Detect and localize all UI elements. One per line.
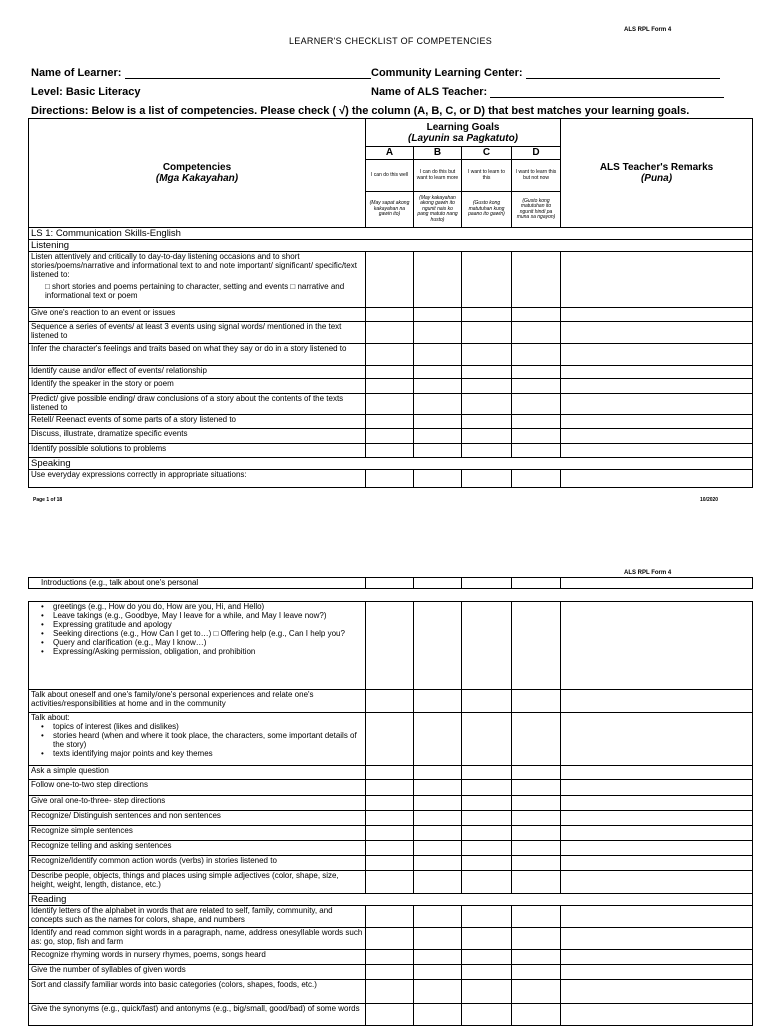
check-d[interactable] xyxy=(512,796,561,811)
check-d[interactable] xyxy=(512,394,561,415)
competency-row xyxy=(29,252,366,308)
learner-name-line xyxy=(31,67,371,79)
competency-row: Give oral one-to-three- step directions xyxy=(29,796,366,811)
blank-gap xyxy=(29,589,753,602)
bullet-item: • Expressing/Asking permission, obligation, and prohibition xyxy=(53,647,363,656)
learning-goals-sublabel: (Layunin sa Pagkatuto) xyxy=(408,132,519,144)
competency-row: Describe people, objects, things and places using simple adjectives (color, shape, size, height, weight, length, distance, etc.) xyxy=(29,871,366,894)
check-a[interactable] xyxy=(366,415,414,429)
check-d[interactable] xyxy=(512,811,561,826)
learner-name-field[interactable] xyxy=(125,68,371,79)
check-d[interactable] xyxy=(512,366,561,379)
directions: Directions: Below is a list of competencies. Please check ( √) the column (A, B, C, or D) that best matches your learning goals. xyxy=(31,105,690,117)
check-c[interactable] xyxy=(462,690,512,713)
remarks-cell[interactable] xyxy=(561,252,753,308)
check-d[interactable] xyxy=(512,826,561,841)
col-b-letter: B xyxy=(414,147,462,160)
check-a[interactable] xyxy=(366,444,414,458)
check-b[interactable] xyxy=(414,811,462,826)
remarks-cell[interactable] xyxy=(561,379,753,394)
check-c[interactable] xyxy=(462,811,512,826)
check-b[interactable] xyxy=(414,344,462,366)
check-a[interactable] xyxy=(366,690,414,713)
remarks-cell[interactable] xyxy=(561,780,753,796)
section-speaking: Speaking xyxy=(29,458,753,470)
check-a[interactable] xyxy=(366,766,414,780)
bullet-item: • topics of interest (likes and dislikes) xyxy=(53,722,363,731)
remarks-header xyxy=(561,119,753,228)
remarks-cell[interactable] xyxy=(561,950,753,965)
check-b[interactable] xyxy=(414,602,462,690)
check-a[interactable] xyxy=(366,602,414,690)
competencies-header xyxy=(29,119,366,228)
check-a[interactable] xyxy=(366,470,414,488)
check-d[interactable] xyxy=(512,766,561,780)
check-d[interactable] xyxy=(512,906,561,928)
competency-row: Give the synonyms (e.g., quick/fast) and antonyms (e.g., big/small, good/bad) of some words xyxy=(29,1004,366,1026)
remarks-cell[interactable] xyxy=(561,980,753,1004)
competency-row: Introductions (e.g., talk about one's personal xyxy=(29,578,366,589)
competency-row: Recognize telling and asking sentences xyxy=(29,841,366,856)
competency-subitems: □ short stories and poems pertaining to character, setting and events □ narrative and informational text or poem xyxy=(45,282,345,300)
remarks-cell[interactable] xyxy=(561,871,753,894)
learner-name-label: Name of Learner: xyxy=(31,67,122,79)
talk-about-bullets xyxy=(31,722,363,758)
competency-row: Recognize/ Distinguish sentences and non sentences xyxy=(29,811,366,826)
check-d[interactable] xyxy=(512,871,561,894)
remarks-cell[interactable] xyxy=(561,322,753,344)
check-a[interactable] xyxy=(366,429,414,444)
check-b[interactable] xyxy=(414,856,462,871)
check-b[interactable] xyxy=(414,780,462,796)
remarks-cell[interactable] xyxy=(561,578,753,589)
competency-row: Discuss, illustrate, dramatize specific events xyxy=(29,429,366,444)
remarks-cell[interactable] xyxy=(561,906,753,928)
check-b[interactable] xyxy=(414,394,462,415)
check-d[interactable] xyxy=(512,713,561,766)
bullet-item: • greetings (e.g., How do you do, How are you, Hi, and Hello) xyxy=(53,602,363,611)
clc-label: Community Learning Center: xyxy=(371,67,523,79)
col-c-desc: I want to learn to this xyxy=(462,160,512,192)
check-c[interactable] xyxy=(462,796,512,811)
bullet-item: • texts identifying major points and key themes xyxy=(53,749,363,758)
competency-row: Sequence a series of events/ at least 3 events using signal words/ mentioned in the text listened to xyxy=(29,322,366,344)
check-d[interactable] xyxy=(512,928,561,950)
check-a[interactable] xyxy=(366,841,414,856)
page-number: Page 1 of 18 xyxy=(33,497,63,503)
check-a[interactable] xyxy=(366,965,414,980)
check-a[interactable] xyxy=(366,906,414,928)
check-c[interactable] xyxy=(462,429,512,444)
competency-row: Infer the character's feelings and traits based on what they say or do in a story listened to xyxy=(29,344,366,366)
check-b[interactable] xyxy=(414,690,462,713)
remarks-cell[interactable] xyxy=(561,928,753,950)
remarks-cell[interactable] xyxy=(561,766,753,780)
check-c[interactable] xyxy=(462,252,512,308)
check-c[interactable] xyxy=(462,379,512,394)
check-c[interactable] xyxy=(462,602,512,690)
check-c[interactable] xyxy=(462,415,512,429)
check-a[interactable] xyxy=(366,856,414,871)
competency-row: Talk about oneself and one's family/one's personal experiences and relate one's activities/responsibilities at home and in the community xyxy=(29,690,366,713)
check-b[interactable] xyxy=(414,444,462,458)
col-d-letter: D xyxy=(512,147,561,160)
col-d-desc-fil: (Gusto kong matutuhan ito ngunit hindi pa muna sa ngayon) xyxy=(512,192,561,228)
check-d[interactable] xyxy=(512,252,561,308)
check-c[interactable] xyxy=(462,871,512,894)
competency-row: Identify and read common sight words in a paragraph, name, address onesyllable words such as: go, stop, fish and farm xyxy=(29,928,366,950)
check-b[interactable] xyxy=(414,308,462,322)
check-b[interactable] xyxy=(414,871,462,894)
col-a-desc: I can do this well xyxy=(366,160,414,192)
remarks-cell[interactable] xyxy=(561,344,753,366)
remarks-cell[interactable] xyxy=(561,713,753,766)
col-b-desc-fil: (May kakayahan akong gawin ito ngunit nais ko pang matuto nang husto) xyxy=(414,192,462,228)
check-b[interactable] xyxy=(414,713,462,766)
check-a[interactable] xyxy=(366,796,414,811)
remarks-cell[interactable] xyxy=(561,602,753,690)
remarks-cell[interactable] xyxy=(561,415,753,429)
check-b[interactable] xyxy=(414,1004,462,1026)
clc-field[interactable] xyxy=(526,68,720,79)
check-b[interactable] xyxy=(414,366,462,379)
remarks-cell[interactable] xyxy=(561,690,753,713)
check-d[interactable] xyxy=(512,856,561,871)
col-c-letter: C xyxy=(462,147,512,160)
competency-row: Give the number of syllables of given words xyxy=(29,965,366,980)
remarks-cell[interactable] xyxy=(561,826,753,841)
check-c[interactable] xyxy=(462,322,512,344)
check-a[interactable] xyxy=(366,826,414,841)
footer-date: 10/2020 xyxy=(700,497,719,503)
competencies-label: Competencies xyxy=(162,162,232,173)
bullet-item: • Leave takings (e.g., Goodbye, May I leave for a while, and May I leave now?) xyxy=(53,611,363,620)
teacher-label: Name of ALS Teacher: xyxy=(371,86,488,98)
check-b[interactable] xyxy=(414,429,462,444)
check-b[interactable] xyxy=(414,906,462,928)
check-c[interactable] xyxy=(462,578,512,589)
check-c[interactable] xyxy=(462,444,512,458)
check-d[interactable] xyxy=(512,578,561,589)
check-b[interactable] xyxy=(414,980,462,1004)
check-d[interactable] xyxy=(512,322,561,344)
col-b-desc: I can do this but want to learn more xyxy=(414,160,462,192)
check-d[interactable] xyxy=(512,980,561,1004)
check-b[interactable] xyxy=(414,470,462,488)
competency-row: Identify letters of the alphabet in words that are related to self, family, community, and concepts such as the names for colors, shape, and numbers xyxy=(29,906,366,928)
teacher-line xyxy=(371,86,724,98)
col-d-desc: I want to learn this but not now xyxy=(512,160,561,192)
check-a[interactable] xyxy=(366,713,414,766)
section-ls1: LS 1: Communication Skills-English xyxy=(29,228,753,240)
teacher-field[interactable] xyxy=(490,87,724,98)
check-c[interactable] xyxy=(462,980,512,1004)
check-c[interactable] xyxy=(462,826,512,841)
check-c[interactable] xyxy=(462,780,512,796)
check-b[interactable] xyxy=(414,379,462,394)
check-b[interactable] xyxy=(414,322,462,344)
col-a-desc-fil: (May sapat akong kakayahan na gawin ito) xyxy=(366,192,414,228)
check-b[interactable] xyxy=(414,950,462,965)
check-d[interactable] xyxy=(512,841,561,856)
remarks-cell[interactable] xyxy=(561,1004,753,1026)
check-c[interactable] xyxy=(462,308,512,322)
check-d[interactable] xyxy=(512,444,561,458)
expression-bullets xyxy=(31,602,363,656)
remarks-cell[interactable] xyxy=(561,444,753,458)
remarks-cell[interactable] xyxy=(561,470,753,488)
check-c[interactable] xyxy=(462,470,512,488)
check-b[interactable] xyxy=(414,766,462,780)
remarks-cell[interactable] xyxy=(561,394,753,415)
check-d[interactable] xyxy=(512,415,561,429)
check-c[interactable] xyxy=(462,841,512,856)
learning-goals-header xyxy=(366,119,561,147)
check-c[interactable] xyxy=(462,856,512,871)
remarks-cell[interactable] xyxy=(561,429,753,444)
competency-row xyxy=(29,713,366,766)
col-c-desc-fil: (Gusto kong matutuhan kung paano ito gawin) xyxy=(462,192,512,228)
check-d[interactable] xyxy=(512,602,561,690)
remarks-cell[interactable] xyxy=(561,811,753,826)
check-c[interactable] xyxy=(462,394,512,415)
bullet-item: • stories heard (when and where it took place, the characters, some important details of the story) xyxy=(53,731,363,749)
check-c[interactable] xyxy=(462,366,512,379)
check-a[interactable] xyxy=(366,928,414,950)
bullet-item: • Query and clarification (e.g., May I know…) xyxy=(53,638,363,647)
competency-row: Recognize rhyming words in nursery rhymes, poems, songs heard xyxy=(29,950,366,965)
talk-about-label: Talk about: xyxy=(31,713,70,722)
remarks-cell[interactable] xyxy=(561,965,753,980)
check-b[interactable] xyxy=(414,252,462,308)
check-b[interactable] xyxy=(414,928,462,950)
check-d[interactable] xyxy=(512,470,561,488)
check-c[interactable] xyxy=(462,713,512,766)
check-c[interactable] xyxy=(462,1004,512,1026)
check-c[interactable] xyxy=(462,344,512,366)
form-number: ALS RPL Form 4 xyxy=(624,27,672,33)
competency-row: Identify possible solutions to problems xyxy=(29,444,366,458)
check-a[interactable] xyxy=(366,394,414,415)
check-c[interactable] xyxy=(462,950,512,965)
remarks-cell[interactable] xyxy=(561,841,753,856)
remarks-cell[interactable] xyxy=(561,366,753,379)
check-d[interactable] xyxy=(512,379,561,394)
check-b[interactable] xyxy=(414,826,462,841)
bullet-item: • Expressing gratitude and apology xyxy=(53,620,363,629)
check-d[interactable] xyxy=(512,1004,561,1026)
check-d[interactable] xyxy=(512,429,561,444)
competency-row: Recognize simple sentences xyxy=(29,826,366,841)
form-number: ALS RPL Form 4 xyxy=(624,570,672,576)
check-d[interactable] xyxy=(512,690,561,713)
level-label: Level: Basic Literacy xyxy=(31,86,141,98)
check-a[interactable] xyxy=(366,950,414,965)
competency-row: Recognize/Identify common action words (verbs) in stories listened to xyxy=(29,856,366,871)
remarks-cell[interactable] xyxy=(561,796,753,811)
remarks-cell[interactable] xyxy=(561,308,753,322)
competencies-sublabel: (Mga Kakayahan) xyxy=(155,173,239,184)
competency-row: Predict/ give possible ending/ draw conclusions of a story about the contents of the texts listened to xyxy=(29,394,366,415)
check-a[interactable] xyxy=(366,1004,414,1026)
check-a[interactable] xyxy=(366,578,414,589)
check-a[interactable] xyxy=(366,980,414,1004)
check-d[interactable] xyxy=(512,965,561,980)
check-c[interactable] xyxy=(462,965,512,980)
clc-line xyxy=(371,67,720,79)
col-a-letter: A xyxy=(366,147,414,160)
competency-table-page2 xyxy=(28,577,753,1026)
remarks-cell[interactable] xyxy=(561,856,753,871)
check-b[interactable] xyxy=(414,796,462,811)
check-a[interactable] xyxy=(366,366,414,379)
check-b[interactable] xyxy=(414,965,462,980)
check-c[interactable] xyxy=(462,766,512,780)
check-a[interactable] xyxy=(366,252,414,308)
check-d[interactable] xyxy=(512,780,561,796)
check-a[interactable] xyxy=(366,344,414,366)
section-listening: Listening xyxy=(29,240,753,252)
remarks-label: ALS Teacher's Remarks xyxy=(599,162,714,173)
competency-row: Identify the speaker in the story or poem xyxy=(29,379,366,394)
check-a[interactable] xyxy=(366,780,414,796)
learning-goals-label: Learning Goals xyxy=(426,121,500,133)
check-b[interactable] xyxy=(414,578,462,589)
page-title: LEARNER'S CHECKLIST OF COMPETENCIES xyxy=(289,36,493,46)
remarks-sublabel: (Puna) xyxy=(640,173,673,184)
check-a[interactable] xyxy=(366,322,414,344)
check-a[interactable] xyxy=(366,308,414,322)
competency-text: Listen attentively and critically to day-to-day listening occasions and to short stories/poems/narrative and informational text to and note important/ significant/ specific/text listened to: xyxy=(31,252,357,279)
competency-row xyxy=(29,602,366,690)
bullet-item: • Seeking directions (e.g., How Can I get to…) □ Offering help (e.g., Can I help you? xyxy=(53,629,363,638)
check-b[interactable] xyxy=(414,841,462,856)
competency-row: Sort and classify familiar words into basic categories (colors, shapes, foods, etc.) xyxy=(29,980,366,1004)
competency-row: Retell/ Reenact events of some parts of a story listened to xyxy=(29,415,366,429)
competency-table-page1 xyxy=(28,118,753,488)
check-d[interactable] xyxy=(512,308,561,322)
check-a[interactable] xyxy=(366,379,414,394)
check-d[interactable] xyxy=(512,344,561,366)
check-a[interactable] xyxy=(366,871,414,894)
section-reading: Reading xyxy=(29,894,753,906)
competency-row: Ask a simple question xyxy=(29,766,366,780)
competency-row: Follow one-to-two step directions xyxy=(29,780,366,796)
competency-row: Identify cause and/or effect of events/ relationship xyxy=(29,366,366,379)
check-b[interactable] xyxy=(414,415,462,429)
competency-row: Give one's reaction to an event or issues xyxy=(29,308,366,322)
check-d[interactable] xyxy=(512,950,561,965)
check-c[interactable] xyxy=(462,928,512,950)
competency-row: Use everyday expressions correctly in appropriate situations: xyxy=(29,470,366,488)
check-a[interactable] xyxy=(366,811,414,826)
check-c[interactable] xyxy=(462,906,512,928)
